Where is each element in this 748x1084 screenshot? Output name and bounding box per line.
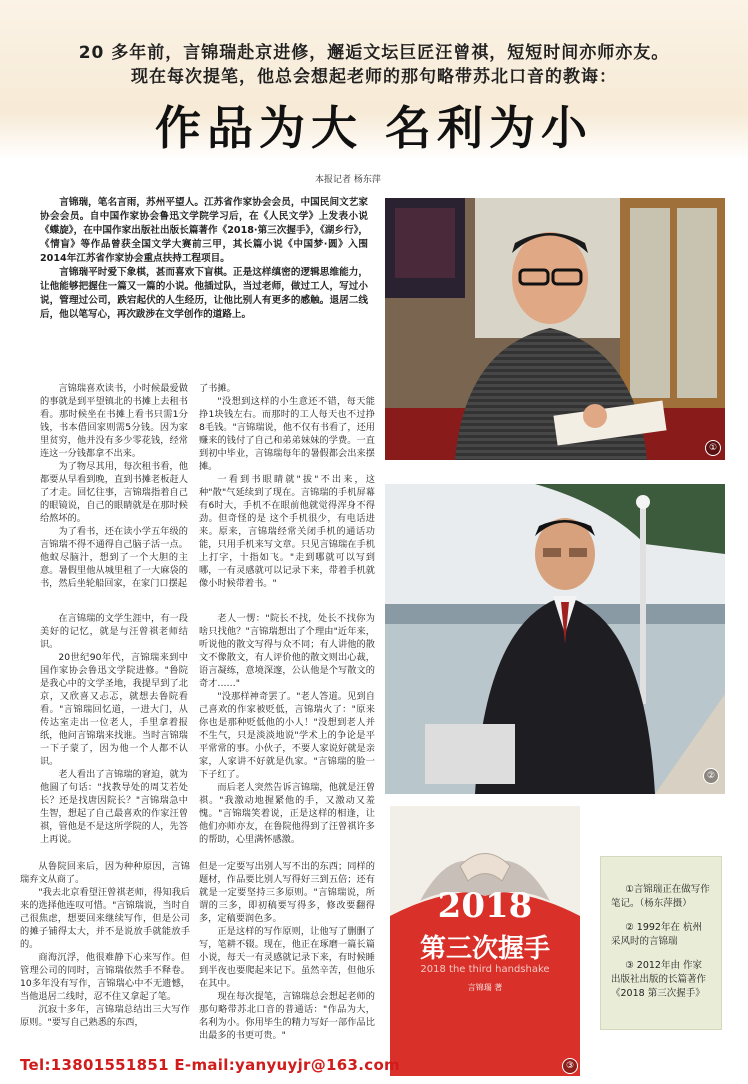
intro-paragraph: 言锦瑞，笔名言雨，苏州平望人。江苏省作家协会会员，中国民间文艺家协会会员。自中国作家协会鲁迅文学院学习后，在《人民文学》上发表小说《蝶旋》，在中国作家出版社出版长篇著作《2018·第三次握手》，《湖乡行》，《情盲》等作品曾获全国文学大赛前三甲，其长篇小说《中国梦·圆》入围2014年江苏省作家协会重点扶持工程项目。	[40, 197, 368, 264]
body-paragraph: "没想到这样的小生意还不错，每天能挣1块钱左右。而那时的工人每天也不过挣8毛钱。"言锦瑞说，他不仅有书看了，还用赚来的钱付了自己和弟弟妹妹的学费。一直到初中毕业，言锦瑞每年的暑假都会出来摆摊。	[199, 396, 375, 472]
body-paragraph: 老人看出了言锦瑞的窘迫，就为他圆了句话："找教导处的周艾若处长？还是找唐因院长？"言锦瑞急中生智，想起了自己最喜欢的作家汪曾祺，管他是不是这所学院的人，先答上再说。	[40, 769, 188, 845]
body-paragraph: 了书摊。	[199, 383, 236, 394]
body-paragraph: "我去北京看望汪曾祺老师，得知我后来的选择他连叹可惜。"言锦瑞说，当时自己很焦虑，想要回来继续写作，但是公司的摊子铺得太大，并不是说放手就能放手的。	[20, 887, 190, 950]
reporter-byline: 本报记者 杨东萍	[315, 175, 381, 185]
body-paragraph: 言锦瑞喜欢读书，小时候最爱做的事就是到平望镇北的书摊上去租书看。那时候坐在书摊上看书只需1分钱，书本借回家则需5分钱。因为家里贫穷，他并没有多少零花钱，经常连这一分钱都拿不出来。	[40, 383, 188, 459]
book-cover	[390, 806, 580, 1076]
book-year: 2018	[437, 886, 533, 926]
section2-left-column	[40, 612, 188, 845]
section3-left-column	[20, 860, 190, 1046]
body-paragraph: 沉寂十多年，言锦瑞总结出三大写作原则。"要写自己熟悉的东西，	[20, 1004, 190, 1028]
body-paragraph: 20世纪90年代，言锦瑞来到中国作家协会鲁迅文学院进修。"鲁院是我心中的文学圣地，我提早到了北京，又欣喜又忐忑，就想去鲁院看看。"言锦瑞回忆道，一进大门，从传达室走出一位老人，手里拿着报纸，他问言锦瑞来找谁。当时言锦瑞一下子蒙了，因为他一个人都不认识。	[40, 652, 188, 767]
body-paragraph: 从鲁院回来后，因为种种原因，言锦瑞弃文从商了。	[20, 861, 190, 885]
photo-number-badge: ①	[705, 440, 721, 456]
body-paragraph: 但是一定要写出别人写不出的东西；同样的题材，作品要比别人写得好三到五倍；还有就是一定要坚持三多原则。"言锦瑞说，所谓的三多，即初稿要写得多，修改要翻得多，定稿要润色多。	[199, 861, 375, 924]
body-paragraph: 一看到书眼睛就"拔"不出来，这种"散"气延续到了现在。言锦瑞的手机屏幕有6时大，手机不在眼前他就觉得浑身不得劲。但奇怪的是 这个手机很少，有电话进来。原来，言锦瑞经常关闭手机的通话功能，只用手机来写文章。只见言锦瑞在手机上打字，十指如飞。"走到哪就可以写到哪，一有灵感就可以记录下来，带着手机就像小时候带着书。"	[199, 474, 375, 589]
section2-right-column	[199, 612, 375, 845]
photo-number-badge: ②	[703, 768, 719, 784]
body-paragraph: 现在每次提笔，言锦瑞总会想起老师的那句略带苏北口音的普通话："作品为大，名利为小。你用毕生的精力写好一部作品比出最多的书更可贵。"	[199, 991, 375, 1041]
section1-right-column	[199, 382, 375, 594]
body-paragraph: 为了看书，还在读小学五年级的言锦瑞不得不通得自己脑子活一点。他蚁尽脑汁，想到了一个大胆的主意。暑假里他从城里租了一大麻袋的书，然后坐轮船回家，在家门口摆起	[40, 526, 188, 589]
contact-info: Tel:13801551851 E-mail:yanyuyjr@163.com	[20, 1056, 400, 1074]
lead-line-2: 现在每次提笔，他总会想起老师的那句略带苏北口音的教诲：	[131, 67, 617, 87]
intro-paragraph: 言锦瑞平时爱下象棋，甚而喜欢下盲棋。正是这样缜密的逻辑思维能力，让他能够把握住一篇又一篇的小说。他插过队，当过老师，做过工人，写过小说，管理过公司，跌宕起伏的人生经历，让他比别人有更多的感触。退居二线后，他以笔写心，再次跋涉在文学创作的道路上。	[40, 267, 368, 320]
body-paragraph: 商海沉浮，他很难静下心来写作。但管理公司的同时，言锦瑞依然手不释卷。10多年没有写作，言锦瑞心中不无遗憾，当他退居二线时，忍不住又拿起了笔。	[20, 952, 190, 1002]
caption-box	[600, 856, 722, 1030]
caption-item: ② 1992年在 杭州采风时的言锦瑞	[611, 922, 702, 947]
headline: 作品为大 名利为小	[154, 101, 593, 155]
intro-block	[40, 196, 368, 372]
body-paragraph: 为了物尽其用，每次租书看，他都要从早看到晚，直到书摊老板赶人了才走。回忆往事，言锦瑞指着自己的眼镜说，自己的眼睛就是在那时候给熬坏的。	[40, 461, 188, 524]
lead-line-1: 20 多年前，言锦瑞赴京进修，邂逅文坛巨匠汪曾祺，短短时间亦师亦友。	[78, 43, 670, 63]
book-title: 第三次握手	[419, 934, 550, 964]
caption-item: ①言锦瑞正在做写作笔记。（杨东萍摄）	[611, 884, 710, 909]
book-subtitle: 2018 the third handshake	[420, 964, 550, 975]
body-paragraph: 在言锦瑞的文学生涯中，有一段美好的记忆，就是与汪曾祺老师结识。	[40, 613, 188, 650]
body-paragraph: 而后老人突然告诉言锦瑞，他就是汪曾祺。"我激动地握紧他的手，又激动又羞愧。"言锦瑞笑着说，正是这样的相逢，让他们亦师亦友，在鲁院他得到了汪曾祺许多的帮助，心里满怀感激。	[199, 782, 375, 845]
section3-right-column	[199, 860, 375, 1046]
photo-writing	[385, 198, 725, 460]
photo-hangzhou	[385, 484, 725, 794]
caption-item: ③ 2012年由 作家出版社出版的长篇著作《2018 第三次握手》	[611, 960, 707, 999]
body-paragraph: 老人一愣："院长不找，处长不找你为啥只找他？"言锦瑞想出了个理由"近年来，听说他的散文写得与众不同；有人讲他的散文不像散文，有人评价他的散文则出心裁，语言凝练，意境深邃，公认他是个写散文的奇才……"	[199, 613, 375, 689]
book-author: 言锦瑞 著	[467, 983, 503, 992]
body-paragraph: "没那样神奇罢了。"老人答道。见到自己喜欢的作家被贬低，言锦瑞火了："原来你也是那种贬低他的小人！"没想到老人并不生气，只是淡淡地说"学术上的争论是平平常常的事。小伙子，不要人家说好就是亲家，人家讲不好就是仇家。"言锦瑞的脸一下子红了。	[199, 691, 375, 780]
section1-left-column	[40, 382, 188, 594]
body-paragraph: 正是这样的写作原则，让他写了删删了写，笔耕不辍。现在，他正在琢磨一篇长篇小说，每天一有灵感就记录下来，有时候睡到半夜也要爬起来记下。虽然辛苦，但他乐在其中。	[199, 926, 375, 989]
photo-number-badge: ③	[562, 1058, 578, 1074]
